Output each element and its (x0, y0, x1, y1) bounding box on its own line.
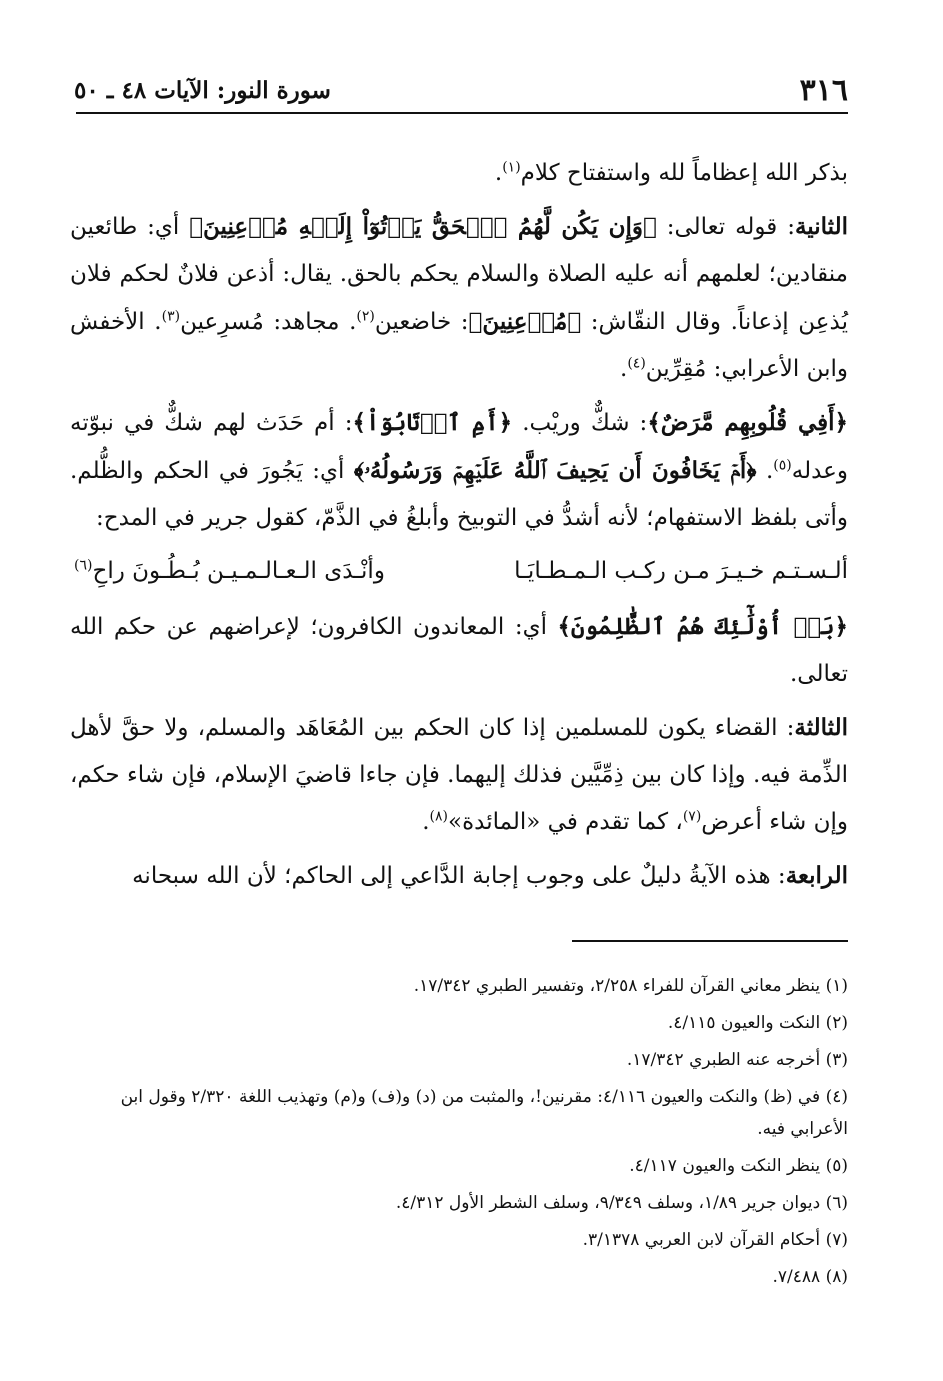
footnote-separator (572, 940, 848, 942)
text: : شكٌّ وريْب. (512, 410, 648, 436)
footnote-ref-5: (٥) (773, 457, 792, 474)
text: أي: طائعين منقادين؛ لعلمهم أنه عليه الصلاة والسلام يحكم بالحق. يقال: أذعن فلانٌ لحكم فلان يُذعِن إذعاناً. وقال النقّاش: (70, 214, 848, 335)
text: : هذه الآيةُ دليلٌ على وجوب إجابة الدَّاعي إلى الحاكم؛ لأن الله سبحانه (132, 863, 786, 889)
poem-first-hemistich: ألـسـتـم خـيـرَ مـن ركـب الـمـطـايَـا (514, 558, 848, 584)
footnote-number: (٨) (825, 1267, 848, 1287)
issue-label-third: الثالثة (794, 714, 848, 741)
text: ، كما تقدم في «المائدة» (448, 809, 683, 835)
footnote (70, 1224, 848, 1256)
footnote-ref-1: (١) (502, 159, 521, 176)
paragraph-third-issue (70, 704, 848, 846)
footnote (70, 1007, 848, 1039)
footnotes (70, 970, 848, 1298)
page-header (74, 70, 848, 110)
quran-quote: ﴿وَإِن يَكُن لَّهُمُ ٱلۡحَقُّ يَأۡتُوٓاْ إِلَيۡهِ مُذۡعِنِينَ﴾ (189, 213, 657, 240)
header-rule (76, 112, 848, 114)
text: أي: المعاندون الكافرون؛ لإعراضهم عن حكم الله تعالى. (70, 614, 848, 687)
footnote-text: أخرجه عنه الطبري ١٧/٣٤٢. (626, 1050, 821, 1070)
poem-second-hemistich (74, 548, 385, 595)
paragraph-second-issue (70, 203, 848, 393)
footnote-number: (٣) (825, 1050, 848, 1070)
main-text (70, 150, 848, 906)
footnote-number: (٧) (825, 1230, 848, 1250)
footnote-text: ديوان جرير ١/٨٩، وسلف ٩/٣٤٩، وسلف الشطر الأول ٤/٣١٢. (395, 1193, 821, 1213)
text: : القضاء يكون للمسلمين إذا كان الحكم بين المُعَاهَد والمسلم، ولا حقَّ لأهل الذِّمة فيه. وإذا كان بين ذِمِّيَّين فذلك إليهما. فإن جاءا قاضيَ الإسلام، فإن شاء حكم، وإن شاء أعرض (70, 715, 848, 835)
text: : قوله تعالى: (656, 214, 795, 240)
footnote-number: (٢) (825, 1013, 848, 1033)
footnote (70, 970, 848, 1002)
footnote (70, 1081, 848, 1145)
footnote-number: (٤) (825, 1087, 848, 1107)
page-number: ٣١٦ (799, 73, 848, 108)
footnote (70, 1261, 848, 1293)
footnote-ref-7: (٧) (682, 808, 702, 825)
footnote-number: (٥) (825, 1156, 848, 1176)
poem-second-text: وأنْـدَى الـعـالـمـيـن بُـطُـونَ راحِ (92, 558, 385, 584)
footnote-text: ٧/٤٨٨. (772, 1267, 821, 1287)
footnote (70, 1187, 848, 1219)
paragraph-1 (70, 150, 848, 197)
footnote-text: ينظر النكت والعيون ٤/١١٧. (629, 1156, 821, 1176)
footnote-ref-4: (٤) (627, 355, 646, 372)
footnote (70, 1150, 848, 1182)
text: . (756, 458, 774, 484)
quran-quote: ﴿مُذۡعِنِينَ﴾ (468, 308, 582, 335)
footnote-ref-8: (٨) (429, 808, 448, 825)
footnote-ref-2: (٢) (356, 308, 375, 325)
footnote-text: ينظر معاني القرآن للفراء ٢/٢٥٨، وتفسير الطبري ١٧/٣٤٢. (413, 976, 821, 996)
quran-quote: ﴿أَمِ ٱرۡتَابُوٓاْ﴾ (352, 409, 513, 436)
text: أي: يَجُورَ في الحكم والظُّلم. وأتى بلفظ الاستفهام؛ لأنه أشدُّ في التوبيخ وأبلغُ في الذَّمّ، كقول جرير في المدح: (70, 458, 848, 531)
footnote-ref-3: (٣) (161, 308, 181, 325)
text: . الأخفش وابن الأعرابي: مُقِرِّين (70, 309, 848, 382)
footnote (70, 1044, 848, 1076)
footnote-ref-6: (٦) (74, 557, 93, 574)
quran-quote: ﴿أَمۡ يَخَافُونَ أَن يَحِيفَ ٱللَّهُ عَلَيۡهِمۡ وَرَسُولُهُۥ﴾ (353, 457, 757, 484)
text: . (620, 356, 628, 382)
poem-verse (70, 548, 848, 595)
footnote-number: (٦) (825, 1193, 848, 1213)
footnote-text: النكت والعيون ٤/١١٥. (667, 1013, 821, 1033)
text: : خاضعين (374, 309, 469, 335)
text: . (422, 809, 430, 835)
running-title: سورة النور: الآيات ٤٨ ـ ٥٠ (74, 77, 331, 104)
footnote-text: أحكام القرآن لابن العربي ٣/١٣٧٨. (582, 1230, 821, 1250)
issue-label-second: الثانية (794, 213, 848, 240)
text: . (494, 160, 503, 186)
footnote-text: في (ظ) والنكت والعيون ٤/١١٦: مقرنين!، والمثبت من (د) و(ف) و(م) وتهذيب اللغة ٢/٣٢٠ وقول ابن الأعرابي فيه. (120, 1087, 848, 1139)
quran-quote: ﴿أَفِي قُلُوبِهِم مَّرَضٌ﴾ (647, 409, 848, 436)
quran-quote: ﴿بَلۡ أُوْلَٰٓئِكَ هُمُ ٱلظَّٰلِمُونَ﴾ (557, 613, 848, 640)
paragraph-fourth-issue (70, 852, 848, 900)
paragraph-3 (70, 399, 848, 542)
footnote-number: (١) (825, 976, 848, 996)
text: بذكر الله إعظاماً لله واستفتاح كلام (520, 160, 848, 186)
text: : أم حَدَث لهم شكٌّ في نبوّته وعدله (70, 410, 848, 484)
text: . مجاهد: مُسرِعين (180, 309, 357, 335)
paragraph-4 (70, 603, 848, 698)
issue-label-fourth: الرابعة (785, 862, 848, 889)
